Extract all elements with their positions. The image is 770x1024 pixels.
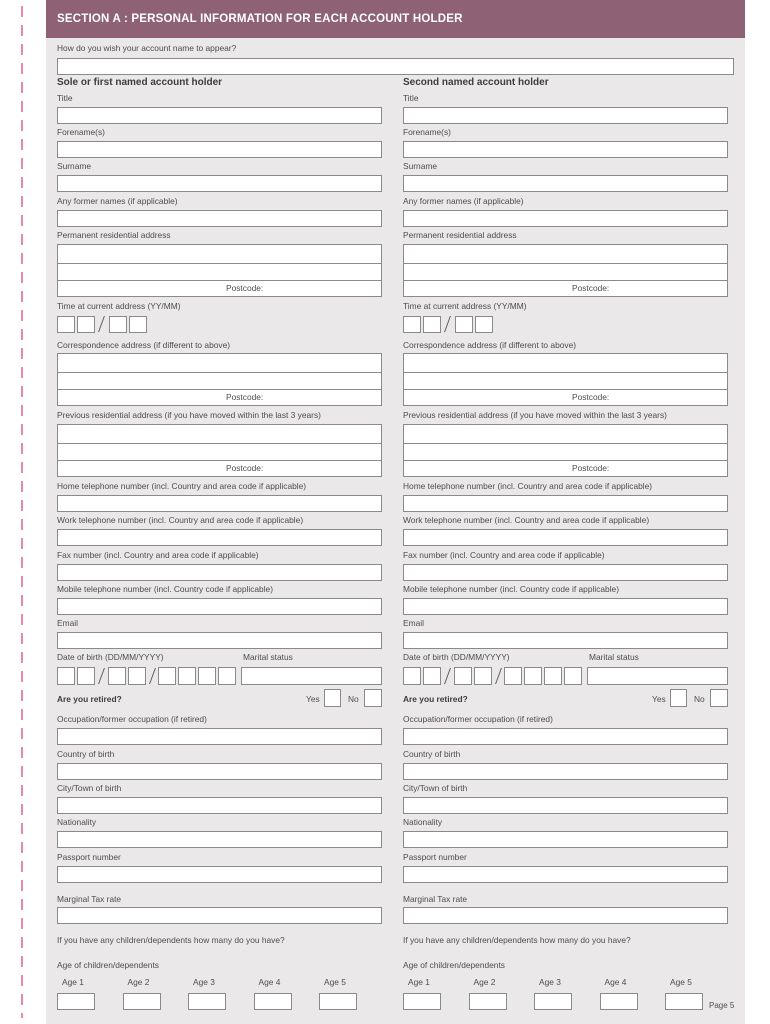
first-holder-age-5-label: Age 5	[324, 977, 346, 987]
second-holder-dob-digit-8[interactable]	[564, 667, 582, 685]
first-holder-children-ages-label: Age of children/dependents	[57, 960, 159, 970]
first-holder-former-names-input[interactable]	[57, 210, 382, 227]
first-holder-retired-question: Are you retired?	[57, 694, 122, 704]
first-holder-country-of-birth-label: Country of birth	[57, 749, 115, 759]
second-holder-age-2-label: Age 2	[473, 977, 496, 987]
address-line-divider	[404, 263, 727, 264]
first-holder-city-of-birth-input[interactable]	[57, 797, 382, 814]
second-holder-dob-digit-7[interactable]	[544, 667, 562, 685]
first-holder-marital-status-label: Marital status	[243, 652, 293, 662]
second-holder-permanent-address-label: Permanent residential address	[403, 230, 517, 240]
second-holder-correspondence-address-label: Correspondence address (if different to above)	[403, 340, 577, 350]
second-holder-permanent-address-input[interactable]	[403, 244, 728, 297]
date-separator-slash	[149, 668, 156, 684]
second-holder-mobile-input[interactable]	[403, 598, 728, 615]
second-holder-nationality-input[interactable]	[403, 831, 728, 848]
second-holder-city-of-birth-label: City/Town of birth	[403, 783, 468, 793]
second-holder-time-at-address-digit-3[interactable]	[455, 316, 473, 333]
second-holder-time-at-address-digit-1[interactable]	[403, 316, 421, 333]
second-holder-heading: Second named account holder	[403, 77, 549, 88]
address-line-divider	[404, 443, 727, 444]
address-line-divider	[58, 280, 381, 281]
second-holder-age-5-label: Age 5	[670, 977, 692, 987]
first-holder-retired-no-label: No	[348, 694, 359, 704]
form-sheet	[46, 0, 745, 1024]
second-holder-correspondence-address-input[interactable]	[403, 353, 728, 406]
second-holder-city-of-birth-input[interactable]	[403, 797, 728, 814]
first-holder-age-5-input[interactable]	[319, 993, 357, 1010]
first-holder-forenames-label: Forename(s)	[57, 127, 105, 137]
first-holder-dob-digit-4[interactable]	[128, 667, 146, 685]
second-holder-marital-status-label: Marital status	[589, 652, 639, 662]
first-holder-home-phone-label: Home telephone number (incl. Country and area code if applicable)	[57, 481, 307, 491]
second-holder-work-phone-input[interactable]	[403, 529, 728, 546]
second-holder-children-count-label: If you have any children/dependents how many do you have?	[403, 935, 631, 945]
first-holder-title-input[interactable]	[57, 107, 382, 124]
first-holder-retired-yes-checkbox[interactable]	[324, 689, 341, 707]
second-holder-nationality-label: Nationality	[403, 817, 443, 827]
address-line-divider	[58, 372, 381, 373]
second-holder-dob-digit-1[interactable]	[403, 667, 421, 685]
tear-off-dashed-line	[21, 6, 23, 1018]
first-holder-nationality-input[interactable]	[57, 831, 382, 848]
date-separator-slash	[98, 668, 105, 684]
first-holder-mobile-input[interactable]	[57, 598, 382, 615]
first-holder-previous-address-input[interactable]	[57, 424, 382, 477]
first-holder-email-label: Email	[57, 618, 78, 628]
first-holder-dob-digit-6[interactable]	[178, 667, 196, 685]
second-holder-fax-input[interactable]	[403, 564, 728, 581]
second-holder-dob-digit-6[interactable]	[524, 667, 542, 685]
first-holder-tax-rate-input[interactable]	[57, 907, 382, 924]
first-holder-age-4-label: Age 4	[258, 977, 281, 987]
first-holder-age-1-label: Age 1	[62, 977, 84, 987]
second-holder-age-3-label: Age 3	[539, 977, 561, 987]
second-holder-retired-yes-label: Yes	[652, 694, 666, 704]
page-number: Page 5	[709, 1001, 735, 1010]
first-holder-marital-status-input[interactable]	[241, 667, 382, 685]
second-holder-occupation-label: Occupation/former occupation (if retired)	[403, 714, 553, 724]
first-holder-fax-label: Fax number (incl. Country and area code if applicable)	[57, 550, 259, 560]
second-holder-surname-input[interactable]	[403, 175, 728, 192]
first-holder-city-of-birth-label: City/Town of birth	[57, 783, 122, 793]
account-name-input[interactable]	[57, 58, 734, 75]
postcode-label: Postcode:	[572, 392, 610, 402]
second-holder-dob-label: Date of birth (DD/MM/YYYY)	[403, 652, 510, 662]
second-holder-retired-yes-checkbox[interactable]	[670, 689, 687, 707]
second-holder-dob-digit-5[interactable]	[504, 667, 522, 685]
second-holder-work-phone-label: Work telephone number (incl. Country and area code if applicable)	[403, 515, 650, 525]
first-holder-home-phone-input[interactable]	[57, 495, 382, 512]
second-holder-tax-rate-input[interactable]	[403, 907, 728, 924]
address-line-divider	[58, 389, 381, 390]
first-holder-nationality-label: Nationality	[57, 817, 97, 827]
first-holder-permanent-address-input[interactable]	[57, 244, 382, 297]
second-holder-home-phone-input[interactable]	[403, 495, 728, 512]
first-holder-dob-label: Date of birth (DD/MM/YYYY)	[57, 652, 164, 662]
postcode-label: Postcode:	[226, 283, 264, 293]
second-holder-time-at-address-digit-4[interactable]	[475, 316, 493, 333]
first-holder-title-label: Title	[57, 93, 73, 103]
first-holder-previous-address-label: Previous residential address (if you have moved within the last 3 years)	[57, 410, 321, 420]
first-holder-fax-input[interactable]	[57, 564, 382, 581]
first-holder-time-at-address-digit-1[interactable]	[57, 316, 75, 333]
first-holder-dob-digit-8[interactable]	[218, 667, 236, 685]
second-holder-retired-no-checkbox[interactable]	[710, 689, 728, 707]
second-holder-former-names-input[interactable]	[403, 210, 728, 227]
second-holder-country-of-birth-input[interactable]	[403, 763, 728, 780]
postcode-label: Postcode:	[572, 463, 610, 473]
first-holder-age-1-input[interactable]	[57, 993, 95, 1010]
second-holder-tax-rate-label: Marginal Tax rate	[403, 894, 468, 904]
first-holder-age-3-input[interactable]	[188, 993, 226, 1010]
first-holder-age-2-label: Age 2	[127, 977, 150, 987]
second-holder-occupation-input[interactable]	[403, 728, 728, 745]
second-holder-previous-address-label: Previous residential address (if you have moved within the last 3 years)	[403, 410, 667, 420]
date-separator-slash	[98, 316, 105, 332]
first-holder-age-2-input[interactable]	[123, 993, 161, 1010]
second-holder-age-5-input[interactable]	[665, 993, 703, 1010]
date-separator-slash	[444, 668, 451, 684]
first-holder-occupation-label: Occupation/former occupation (if retired)	[57, 714, 207, 724]
first-holder-email-input[interactable]	[57, 632, 382, 649]
first-holder-heading: Sole or first named account holder	[57, 77, 223, 88]
second-holder-title-input[interactable]	[403, 107, 728, 124]
first-holder-permanent-address-label: Permanent residential address	[57, 230, 171, 240]
section-header: SECTION A : PERSONAL INFORMATION FOR EACH ACCOUNT HOLDER	[46, 0, 745, 38]
second-holder-children-ages-label: Age of children/dependents	[403, 960, 505, 970]
first-holder-former-names-label: Any former names (if applicable)	[57, 196, 178, 206]
postcode-label: Postcode:	[226, 463, 264, 473]
postcode-label: Postcode:	[572, 283, 610, 293]
first-holder-retired-no-checkbox[interactable]	[364, 689, 382, 707]
second-holder-email-input[interactable]	[403, 632, 728, 649]
second-holder-dob-digit-3[interactable]	[454, 667, 472, 685]
second-holder-marital-status-input[interactable]	[587, 667, 728, 685]
second-holder-age-3-input[interactable]	[534, 993, 572, 1010]
first-holder-work-phone-input[interactable]	[57, 529, 382, 546]
address-line-divider	[404, 460, 727, 461]
first-holder-passport-label: Passport number	[57, 852, 121, 862]
second-holder-retired-no-label: No	[694, 694, 705, 704]
first-holder-children-count-label: If you have any children/dependents how many do you have?	[57, 935, 285, 945]
second-holder-passport-label: Passport number	[403, 852, 467, 862]
second-holder-surname-label: Surname	[403, 161, 437, 171]
second-holder-age-2-input[interactable]	[469, 993, 507, 1010]
first-holder-age-3-label: Age 3	[193, 977, 215, 987]
second-holder-time-at-address-label: Time at current address (YY/MM)	[403, 301, 527, 311]
first-holder-forenames-input[interactable]	[57, 141, 382, 158]
address-line-divider	[58, 443, 381, 444]
first-holder-dob-digit-2[interactable]	[77, 667, 95, 685]
second-holder-passport-input[interactable]	[403, 866, 728, 883]
second-holder-dob-digit-4[interactable]	[474, 667, 492, 685]
first-holder-mobile-label: Mobile telephone number (incl. Country code if applicable)	[57, 584, 274, 594]
address-line-divider	[404, 372, 727, 373]
second-holder-former-names-label: Any former names (if applicable)	[403, 196, 524, 206]
second-holder-time-at-address-digit-2[interactable]	[423, 316, 441, 333]
address-line-divider	[58, 263, 381, 264]
second-holder-mobile-label: Mobile telephone number (incl. Country code if applicable)	[403, 584, 620, 594]
second-holder-forenames-label: Forename(s)	[403, 127, 451, 137]
second-holder-forenames-input[interactable]	[403, 141, 728, 158]
second-holder-email-label: Email	[403, 618, 424, 628]
postcode-label: Postcode:	[226, 392, 264, 402]
first-holder-time-at-address-digit-2[interactable]	[77, 316, 95, 333]
second-holder-country-of-birth-label: Country of birth	[403, 749, 461, 759]
first-holder-dob-digit-1[interactable]	[57, 667, 75, 685]
second-holder-age-4-input[interactable]	[600, 993, 638, 1010]
first-holder-time-at-address-digit-3[interactable]	[109, 316, 127, 333]
first-holder-tax-rate-label: Marginal Tax rate	[57, 894, 122, 904]
first-holder-time-at-address-label: Time at current address (YY/MM)	[57, 301, 181, 311]
second-holder-age-4-label: Age 4	[604, 977, 627, 987]
first-holder-age-4-input[interactable]	[254, 993, 292, 1010]
first-holder-retired-yes-label: Yes	[306, 694, 320, 704]
first-holder-dob-digit-3[interactable]	[108, 667, 126, 685]
first-holder-surname-label: Surname	[57, 161, 91, 171]
second-holder-age-1-label: Age 1	[408, 977, 430, 987]
first-holder-dob-digit-7[interactable]	[198, 667, 216, 685]
second-holder-age-1-input[interactable]	[403, 993, 441, 1010]
second-holder-dob-digit-2[interactable]	[423, 667, 441, 685]
first-holder-country-of-birth-input[interactable]	[57, 763, 382, 780]
first-holder-correspondence-address-label: Correspondence address (if different to above)	[57, 340, 231, 350]
address-line-divider	[404, 389, 727, 390]
first-holder-dob-digit-5[interactable]	[158, 667, 176, 685]
second-holder-retired-question: Are you retired?	[403, 694, 468, 704]
second-holder-title-label: Title	[403, 93, 419, 103]
account-name-label: How do you wish your account name to appear?	[57, 43, 237, 53]
address-line-divider	[404, 280, 727, 281]
first-holder-surname-input[interactable]	[57, 175, 382, 192]
first-holder-time-at-address-digit-4[interactable]	[129, 316, 147, 333]
second-holder-fax-label: Fax number (incl. Country and area code if applicable)	[403, 550, 605, 560]
address-line-divider	[58, 460, 381, 461]
first-holder-passport-input[interactable]	[57, 866, 382, 883]
second-holder-previous-address-input[interactable]	[403, 424, 728, 477]
first-holder-occupation-input[interactable]	[57, 728, 382, 745]
first-holder-work-phone-label: Work telephone number (incl. Country and area code if applicable)	[57, 515, 304, 525]
date-separator-slash	[495, 668, 502, 684]
second-holder-home-phone-label: Home telephone number (incl. Country and area code if applicable)	[403, 481, 653, 491]
date-separator-slash	[444, 316, 451, 332]
first-holder-correspondence-address-input[interactable]	[57, 353, 382, 406]
